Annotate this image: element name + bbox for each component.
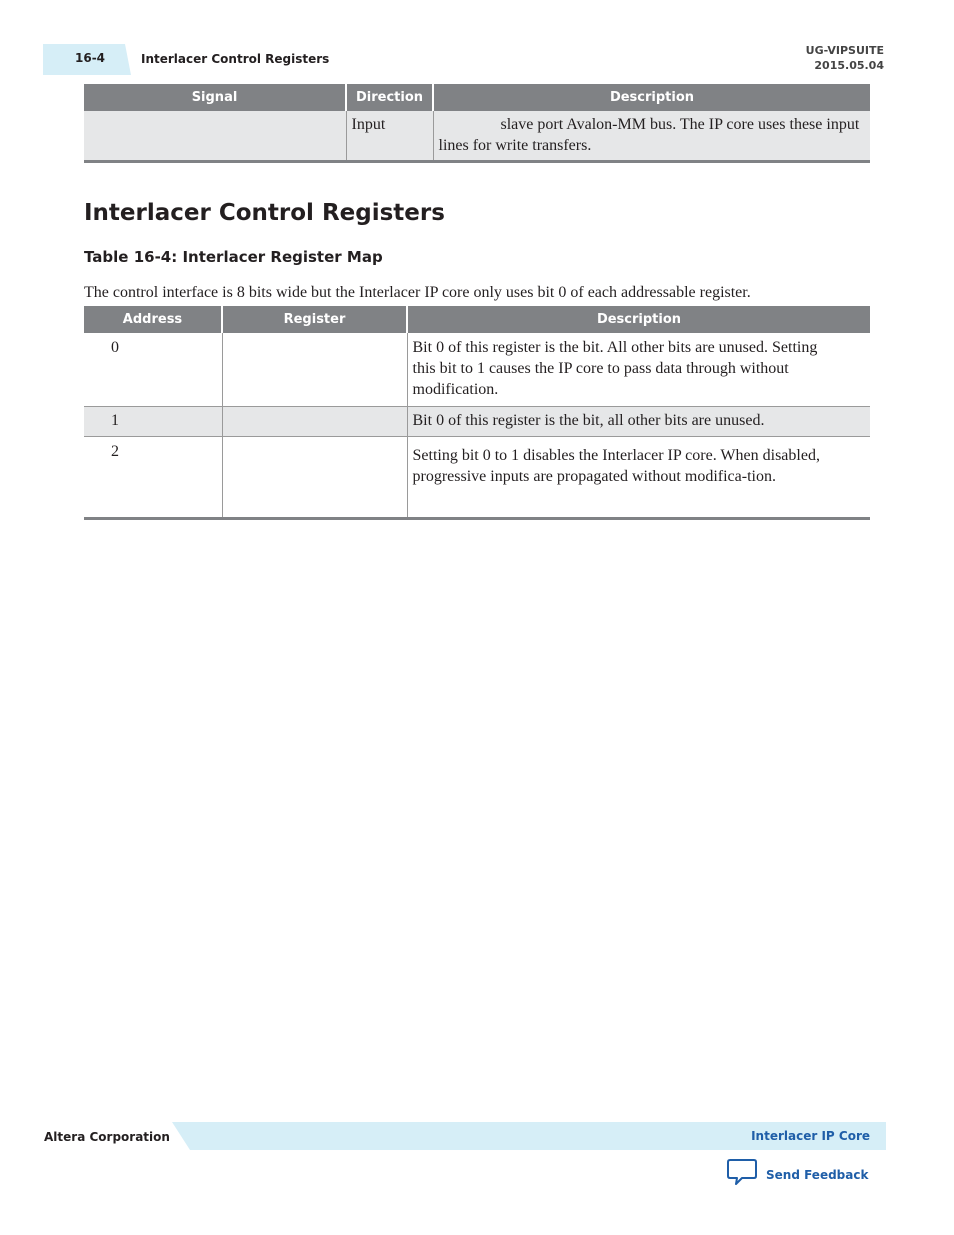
section-heading: Interlacer Control Registers: [84, 200, 445, 226]
signal-table: [84, 84, 870, 163]
send-feedback-label: Send Feedback: [766, 1167, 869, 1182]
table-row: [84, 406, 870, 436]
running-header-title: Interlacer Control Registers: [141, 52, 330, 66]
table-header-row: [84, 306, 870, 333]
column-header-description: Description: [433, 84, 870, 111]
document-date: 2015.05.04: [814, 59, 884, 72]
signal-cell: [84, 111, 346, 162]
description-cell: Bit 0 of this register is the bit, all other bits are unused.: [407, 406, 870, 436]
table-caption: Table 16-4: Interlacer Register Map: [84, 248, 383, 266]
address-cell: 0: [84, 333, 222, 406]
table-row: [84, 333, 870, 406]
register-cell: [222, 436, 407, 518]
column-header-description: Description: [407, 306, 870, 333]
company-name: Altera Corporation: [44, 1130, 170, 1144]
register-cell: [222, 333, 407, 406]
table-row: [84, 111, 870, 162]
direction-cell: Input: [346, 111, 433, 162]
speech-bubble-icon: [727, 1158, 757, 1191]
address-cell: 1: [84, 406, 222, 436]
table-row: [84, 436, 870, 518]
column-header-register: Register: [222, 306, 407, 333]
document-id-block: [806, 43, 884, 73]
column-header-address: Address: [84, 306, 222, 333]
chapter-link[interactable]: Interlacer IP Core: [751, 1129, 870, 1143]
column-header-direction: Direction: [346, 84, 433, 111]
description-cell: slave port Avalon-MM bus. The IP core uses these input lines for write transfers.: [433, 111, 870, 162]
intro-paragraph: The control interface is 8 bits wide but the Interlacer IP core only uses bit 0 of each addressable register.: [84, 284, 751, 301]
description-cell: Bit 0 of this register is the bit. All other bits are unused. Setting this bit to 1 causes the IP core to pass data through without modification.: [407, 333, 870, 406]
document-id: UG-VIPSUITE: [805, 44, 884, 57]
description-cell: Setting bit 0 to 1 disables the Interlacer IP core. When disabled, progressive inputs are propagated without modifica-tion.: [407, 436, 870, 518]
send-feedback-link[interactable]: [727, 1158, 868, 1191]
table-header-row: [84, 84, 870, 111]
page-number: 16-4: [75, 51, 106, 65]
column-header-signal: Signal: [84, 84, 346, 111]
register-map-table: [84, 306, 870, 520]
address-cell: 2: [84, 436, 222, 518]
register-cell: [222, 406, 407, 436]
